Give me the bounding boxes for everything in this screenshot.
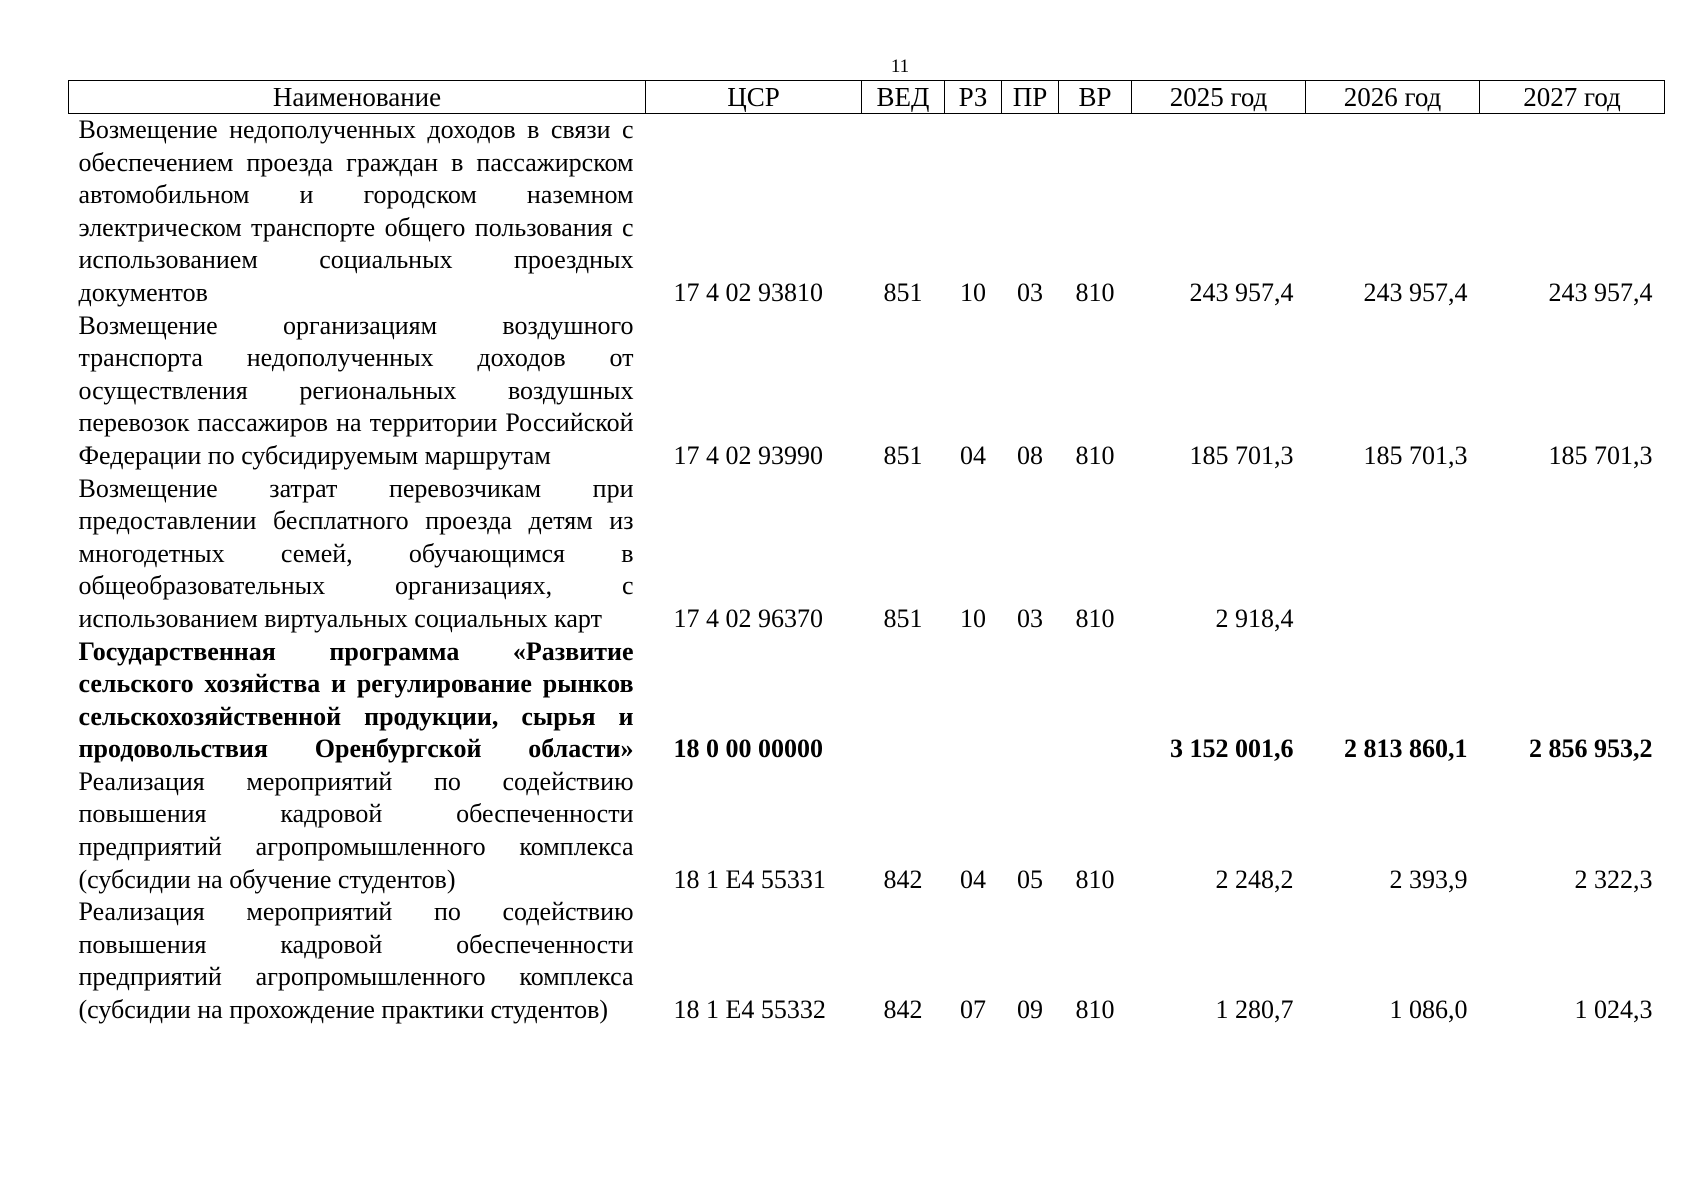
row-pr: 08	[1017, 440, 1043, 470]
row-name: Реализация мероприятий по содействию повышения кадровой обеспеченности предприятий агропромышленного комплекса (субсидии на прохождение практики студентов)	[78, 897, 634, 1025]
row-2027: 2 322,3	[1574, 864, 1653, 894]
row-2026: 185 701,3	[1363, 440, 1468, 470]
table-row-program	[69, 636, 1665, 766]
row-rz: 04	[960, 440, 986, 470]
row-rz	[945, 636, 1002, 766]
row-name: Реализация мероприятий по содействию повышения кадровой обеспеченности предприятий агропромышленного комплекса (субсидии на обучение студентов)	[78, 766, 634, 894]
row-csr: 18 1 E4 55332	[673, 995, 826, 1025]
row-2026	[1306, 473, 1480, 636]
row-2026: 243 957,4	[1363, 277, 1468, 307]
row-ved: 851	[883, 440, 923, 470]
table-row	[69, 896, 1665, 1026]
row-2027: 2 856 953,2	[1529, 734, 1653, 764]
table-row	[69, 310, 1665, 473]
row-2027: 1 024,3	[1574, 995, 1653, 1025]
row-vr: 810	[1075, 277, 1115, 307]
row-2025: 2 248,2	[1215, 864, 1294, 894]
table-row	[69, 114, 1665, 310]
header-csr: ЦСР	[646, 81, 862, 114]
header-2027: 2027 год	[1480, 81, 1665, 114]
row-csr: 17 4 02 96370	[673, 603, 823, 633]
header-rz: РЗ	[945, 81, 1002, 114]
row-vr: 810	[1075, 603, 1115, 633]
row-pr: 09	[1017, 995, 1043, 1025]
row-pr: 05	[1017, 864, 1043, 894]
header-pr: ПР	[1002, 81, 1059, 114]
row-vr: 810	[1075, 864, 1115, 894]
page-number: 11	[890, 56, 910, 77]
row-ved: 842	[883, 864, 923, 894]
row-2027: 243 957,4	[1548, 277, 1653, 307]
row-ved: 851	[883, 603, 923, 633]
row-name: Возмещение затрат перевозчикам при предоставлении бесплатного проезда детям из многодетных семей, обучающимся в общеобразовательных организациях, с использованием виртуальных социальных карт	[78, 473, 634, 633]
row-2025: 185 701,3	[1189, 440, 1294, 470]
table-header	[69, 81, 1665, 114]
header-2026: 2026 год	[1306, 81, 1480, 114]
header-vr: ВР	[1059, 81, 1132, 114]
row-ved	[862, 636, 945, 766]
header-2025: 2025 год	[1132, 81, 1306, 114]
row-csr: 18 0 00 00000	[673, 734, 823, 764]
row-csr: 18 1 E4 55331	[673, 864, 826, 894]
row-2025: 2 918,4	[1215, 603, 1294, 633]
row-vr	[1059, 636, 1132, 766]
row-2025: 3 152 001,6	[1170, 734, 1294, 764]
row-rz: 10	[960, 603, 986, 633]
row-name: Государственная программа «Развитие сельского хозяйства и регулирование рынков сельскохозяйственной продукции, сырья и продовольствия Оренбургской области»	[78, 636, 634, 764]
row-ved: 842	[883, 995, 923, 1025]
row-2025: 1 280,7	[1215, 995, 1294, 1025]
row-vr: 810	[1075, 440, 1115, 470]
row-name: Возмещение организациям воздушного транспорта недополученных доходов от осуществления региональных воздушных перевозок пассажиров на территории Российской Федерации по субсидируемым маршрутам	[78, 310, 634, 470]
row-pr: 03	[1017, 603, 1043, 633]
row-csr: 17 4 02 93810	[673, 277, 823, 307]
row-rz: 04	[960, 864, 986, 894]
row-rz: 07	[960, 995, 986, 1025]
row-2027: 185 701,3	[1548, 440, 1653, 470]
table-row	[69, 473, 1665, 636]
budget-table	[68, 80, 1665, 1027]
row-rz: 10	[960, 277, 986, 307]
row-2026: 2 393,9	[1389, 864, 1468, 894]
row-pr	[1002, 636, 1059, 766]
row-2026: 1 086,0	[1389, 995, 1468, 1025]
row-2025: 243 957,4	[1189, 277, 1294, 307]
row-ved: 851	[883, 277, 923, 307]
row-csr: 17 4 02 93990	[673, 440, 823, 470]
row-2027	[1480, 473, 1665, 636]
table-body	[69, 114, 1665, 1027]
row-pr: 03	[1017, 277, 1043, 307]
row-name: Возмещение недополученных доходов в связи с обеспечением проезда граждан в пассажирском автомобильном и городском наземном электрическом транспорте общего пользования с использованием социальных проездных документов	[78, 115, 634, 307]
header-ved: ВЕД	[862, 81, 945, 114]
row-vr: 810	[1075, 995, 1115, 1025]
row-2026: 2 813 860,1	[1344, 734, 1468, 764]
header-name: Наименование	[69, 81, 646, 114]
table-row	[69, 766, 1665, 896]
